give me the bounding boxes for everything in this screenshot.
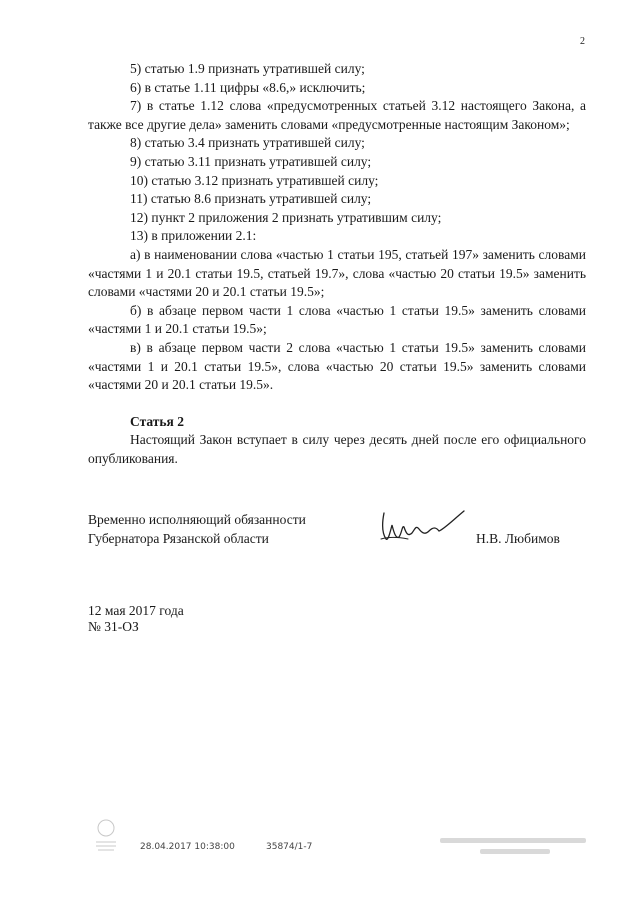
electronic-copy-stamp-icon (440, 836, 590, 860)
signature-block (88, 511, 586, 551)
list-item: 11) статью 8.6 признать утратившей силу; (130, 191, 372, 207)
signatory-title-line-1: Временно исполняющий обязанности (88, 512, 306, 527)
list-item: 12) пункт 2 приложения 2 признать утратившим силу; (130, 209, 442, 225)
law-date: 12 мая 2017 года (88, 603, 184, 618)
list-item: 6) в статье 1.11 цифры «8.6,» исключить; (130, 79, 366, 95)
list-item: а) в наименовании слова «частью 1 статьи 195, статьей 197» заменить словами «частями 1 и 20.1 статьи 19.5, статьей 19.7», слова «частью 20 статьи 19.5» заменить словами «частями 20 и 20.1 статьи 19.5»; (88, 246, 586, 300)
signatory-title-line-2: Губернатора Рязанской области (88, 530, 269, 546)
registration-stamp-icon (88, 808, 124, 856)
footer-registration-number: 35874/1-7 (266, 842, 313, 852)
list-item: 7) в статье 1.12 слова «предусмотренных статьей 3.12 настоящего Закона, а также все другие дела» заменить словами «предусмотренные настоящим Законом»; (88, 98, 586, 132)
footer-datetime: 28.04.2017 10:38:00 (140, 842, 235, 852)
page-number: 2 (580, 36, 585, 47)
list-item: в) в абзаце первом части 2 слова «частью 1 статьи 19.5» заменить словами «частями 1 и 20.1 статьи 19.5», слова «частью 20 статьи 19.5» заменить словами «частями 20 и 20.1 статьи 19.5». (88, 339, 586, 393)
list-item: 5) статью 1.9 признать утратившей силу; (130, 61, 365, 76)
handwritten-signature (378, 503, 470, 549)
list-item: 10) статью 3.12 признать утратившей силу; (130, 172, 379, 188)
article-2-heading: Статья 2 (130, 413, 184, 429)
law-date-block (88, 603, 184, 635)
list-item: 9) статью 3.11 признать утратившей силу; (130, 153, 372, 169)
law-number: № 31-ОЗ (88, 619, 139, 634)
list-item: б) в абзаце первом части 1 слова «частью 1 статьи 19.5» заменить словами «частями 1 и 20.1 статьи 19.5»; (88, 302, 586, 337)
signatory-name: Н.В. Любимов (476, 531, 560, 546)
footer (0, 808, 640, 858)
list-item: 8) статью 3.4 признать утратившей силу; (130, 135, 365, 151)
article-2-text: Настоящий Закон вступает в силу через десять дней после его официального опубликования. (88, 432, 586, 466)
list-item: 13) в приложении 2.1: (130, 228, 257, 244)
document-body (88, 60, 586, 468)
